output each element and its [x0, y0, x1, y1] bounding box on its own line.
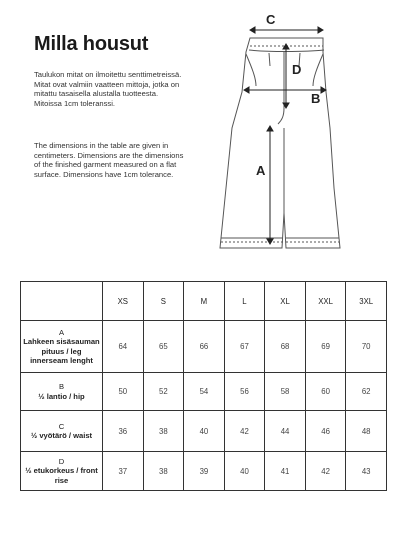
- measure-c-arrow-right: [318, 27, 323, 33]
- pants-technical-drawing: [206, 8, 366, 258]
- table-cell: 58: [265, 373, 306, 411]
- row-header: [21, 411, 103, 452]
- table-cell: 41: [265, 452, 306, 491]
- row-header: [21, 452, 103, 491]
- table-cell: 65: [143, 321, 184, 373]
- table-cell: 66: [184, 321, 225, 373]
- table-row: [21, 321, 387, 373]
- size-header-row: [21, 282, 387, 321]
- size-header: S: [143, 282, 184, 321]
- size-table: [20, 281, 387, 491]
- corner-cell: [21, 282, 103, 321]
- table-cell: 37: [103, 452, 144, 491]
- page-title: Milla housut: [34, 33, 149, 55]
- row-label: ½ vyötärö / waist: [30, 431, 93, 440]
- table-cell: 64: [103, 321, 144, 373]
- table-cell: 46: [305, 411, 346, 452]
- size-header: 3XL: [346, 282, 387, 321]
- table-cell: 42: [224, 411, 265, 452]
- size-header: L: [224, 282, 265, 321]
- measure-c-arrow-left: [250, 27, 255, 33]
- table-cell: 48: [346, 411, 387, 452]
- pocket-left: [246, 54, 256, 86]
- table-row: [21, 452, 387, 491]
- table-cell: 68: [265, 321, 306, 373]
- row-letter: D: [58, 456, 65, 466]
- table-row: [21, 411, 387, 452]
- table-cell: 36: [103, 411, 144, 452]
- row-header: [21, 321, 103, 373]
- size-header: XXL: [305, 282, 346, 321]
- table-cell: 62: [346, 373, 387, 411]
- pants-drawing-svg: [206, 8, 366, 258]
- table-cell: 44: [265, 411, 306, 452]
- row-label: ½ lantio / hip: [38, 391, 85, 401]
- measure-b-arrow-left: [244, 87, 249, 93]
- pocket-right: [313, 54, 323, 86]
- description-finnish: Taulukon mitat on ilmoitettu senttimetreissä. Mitat ovat valmiin vaatteen mittoja, jotka on mitattu tasaisella alustalla tuotteesta. Mitoissa 1cm toleranssi.: [34, 70, 182, 108]
- row-label: ½ etukorkeus / front rise: [25, 466, 98, 485]
- label-a: A: [256, 163, 266, 178]
- table-cell: 40: [224, 452, 265, 491]
- size-header: M: [184, 282, 225, 321]
- table-cell: 56: [224, 373, 265, 411]
- table-cell: 50: [103, 373, 144, 411]
- label-d: D: [292, 62, 302, 77]
- row-letter: C: [58, 421, 65, 431]
- label-b: B: [311, 91, 321, 106]
- table-cell: 39: [184, 452, 225, 491]
- table-cell: 52: [143, 373, 184, 411]
- description-english: The dimensions in the table are given in centimeters. Dimensions are the dimensions of the finished garment measured on a flat surface. Dimensions have 1cm tolerance.: [34, 141, 184, 179]
- table-cell: 67: [224, 321, 265, 373]
- size-header: XL: [265, 282, 306, 321]
- row-letter: B: [58, 382, 65, 392]
- table-row: [21, 373, 387, 411]
- table-cell: 38: [143, 411, 184, 452]
- row-header: [21, 373, 103, 411]
- pants-outline: [220, 38, 340, 248]
- table-cell: 40: [184, 411, 225, 452]
- label-c: C: [266, 12, 276, 27]
- measure-a-arrow-top: [267, 126, 273, 131]
- table-cell: 42: [305, 452, 346, 491]
- table-cell: 69: [305, 321, 346, 373]
- table-cell: 43: [346, 452, 387, 491]
- measure-a-arrow-bottom: [267, 239, 273, 244]
- table-cell: 54: [184, 373, 225, 411]
- size-header: XS: [103, 282, 144, 321]
- table-cell: 60: [305, 373, 346, 411]
- table-cell: 38: [143, 452, 184, 491]
- fly-line: [278, 52, 284, 124]
- row-letter: A: [58, 327, 65, 337]
- row-label: Lahkeen sisäsauman pituus / leg innerseam lenght: [23, 337, 100, 365]
- table-cell: 70: [346, 321, 387, 373]
- pleat-left: [269, 53, 270, 66]
